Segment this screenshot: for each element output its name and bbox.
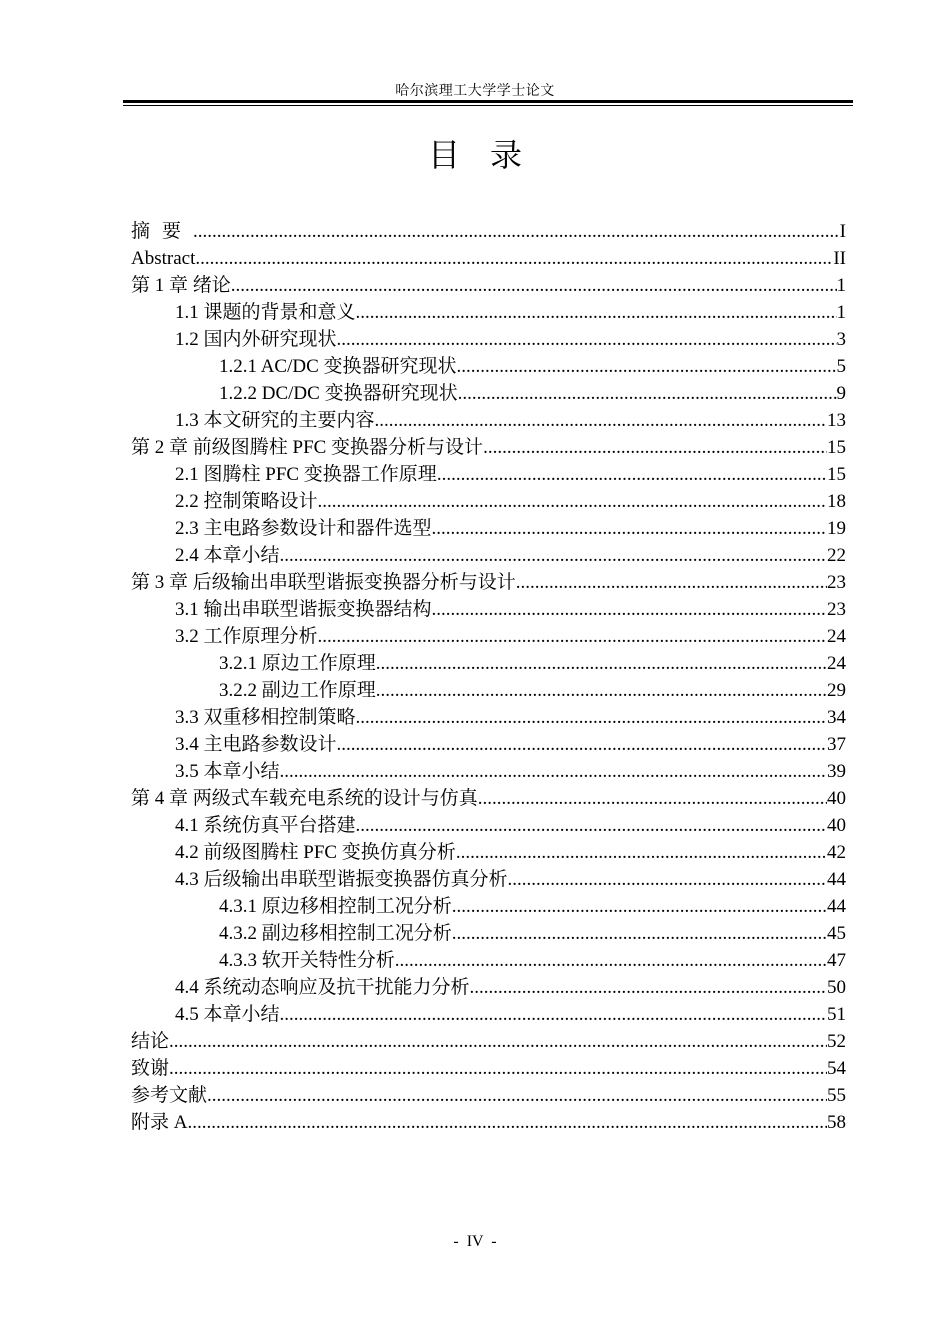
header-rule-thin — [123, 105, 853, 106]
toc-entry-page: 40 — [827, 788, 846, 809]
toc-entry-page: 9 — [836, 383, 846, 404]
toc-dot-leader — [457, 353, 837, 380]
toc-dot-leader — [356, 704, 827, 731]
toc-entry-page: 15 — [827, 437, 846, 458]
toc-entry-page: II — [833, 248, 846, 269]
toc-dot-leader — [508, 866, 827, 893]
toc-entry-page: 1 — [836, 302, 846, 323]
toc-dot-leader — [437, 461, 827, 488]
toc-entry-label: 2.4 本章小结 — [175, 545, 280, 566]
toc-dot-leader — [376, 677, 827, 704]
toc-entry-page: 52 — [827, 1031, 846, 1052]
header-rule-thick — [123, 100, 853, 103]
toc-entry[interactable] — [131, 407, 846, 434]
toc-entry-label: 第 1 章 绪论 — [131, 275, 231, 296]
toc-entry[interactable] — [131, 353, 846, 380]
toc-entry-label: 1.2 国内外研究现状 — [175, 329, 337, 350]
toc-entry-label: Abstract — [131, 248, 196, 269]
toc-entry-label: 2.2 控制策略设计 — [175, 491, 318, 512]
toc-entry-label: 1.3 本文研究的主要内容 — [175, 410, 375, 431]
table-of-contents — [131, 218, 846, 1136]
toc-entry-page: 3 — [836, 329, 846, 350]
toc-entry-label: 第 3 章 后级输出串联型谐振变换器分析与设计 — [131, 572, 516, 593]
toc-entry[interactable] — [131, 596, 846, 623]
toc-entry-page: 40 — [827, 815, 846, 836]
toc-dot-leader — [376, 650, 827, 677]
toc-dot-leader — [318, 488, 827, 515]
toc-dot-leader — [231, 272, 837, 299]
toc-dot-leader — [337, 326, 837, 353]
toc-entry[interactable] — [131, 731, 846, 758]
toc-entry[interactable] — [131, 1055, 846, 1082]
toc-entry-label: 4.3.3 软开关特性分析 — [219, 950, 395, 971]
toc-entry[interactable] — [131, 1082, 846, 1109]
toc-entry-page: 1 — [836, 275, 846, 296]
toc-dot-leader — [187, 1109, 827, 1136]
toc-entry[interactable] — [131, 1109, 846, 1136]
toc-entry-page: 39 — [827, 761, 846, 782]
toc-dot-leader — [356, 812, 827, 839]
toc-entry-page: 22 — [827, 545, 846, 566]
toc-entry-page: 24 — [827, 653, 846, 674]
toc-entry[interactable] — [131, 245, 846, 272]
toc-entry[interactable] — [131, 947, 846, 974]
toc-entry-label: 4.2 前级图腾柱 PFC 变换仿真分析 — [175, 842, 456, 863]
toc-entry-label: 1.2.1 AC/DC 变换器研究现状 — [219, 356, 457, 377]
toc-entry[interactable] — [131, 542, 846, 569]
toc-entry-page: 47 — [827, 950, 846, 971]
toc-entry-page: 37 — [827, 734, 846, 755]
toc-dot-leader — [456, 839, 827, 866]
running-header: 哈尔滨理工大学学士论文 — [395, 84, 555, 99]
toc-entry-label: 3.1 输出串联型谐振变换器结构 — [175, 599, 432, 620]
toc-entry[interactable] — [131, 218, 846, 245]
toc-entry-label: 1.1 课题的背景和意义 — [175, 302, 356, 323]
toc-dot-leader — [280, 758, 827, 785]
toc-entry-label: 1.2.2 DC/DC 变换器研究现状 — [219, 383, 458, 404]
toc-entry-page: 23 — [827, 572, 846, 593]
toc-entry[interactable] — [131, 974, 846, 1001]
toc-dot-leader — [483, 434, 827, 461]
toc-dot-leader — [395, 947, 827, 974]
toc-dot-leader — [516, 569, 827, 596]
toc-entry-page: 42 — [827, 842, 846, 863]
toc-entry[interactable] — [131, 812, 846, 839]
toc-dot-leader — [356, 299, 837, 326]
toc-entry-page: 15 — [827, 464, 846, 485]
toc-entry-label: 4.1 系统仿真平台搭建 — [175, 815, 356, 836]
toc-entry-page: 29 — [827, 680, 846, 701]
toc-entry[interactable] — [131, 380, 846, 407]
toc-dot-leader — [458, 380, 837, 407]
toc-entry-page: 58 — [827, 1112, 846, 1133]
toc-entry[interactable] — [131, 488, 846, 515]
toc-entry-label: 3.2.2 副边工作原理 — [219, 680, 376, 701]
toc-entry-label: 4.3.1 原边移相控制工况分析 — [219, 896, 452, 917]
toc-entry-page: 5 — [836, 356, 846, 377]
toc-entry-page: 54 — [827, 1058, 846, 1079]
toc-entry[interactable] — [131, 1028, 846, 1055]
toc-entry[interactable] — [131, 758, 846, 785]
toc-entry-page: 34 — [827, 707, 846, 728]
toc-entry-page: 44 — [827, 869, 846, 890]
toc-dot-leader — [318, 623, 827, 650]
toc-entry[interactable] — [131, 866, 846, 893]
toc-entry-label: 摘要 — [131, 221, 194, 242]
toc-entry[interactable] — [131, 650, 846, 677]
toc-entry[interactable] — [131, 839, 846, 866]
toc-entry-label: 4.3 后级输出串联型谐振变换器仿真分析 — [175, 869, 508, 890]
toc-dot-leader — [337, 731, 827, 758]
toc-entry-label: 3.5 本章小结 — [175, 761, 280, 782]
toc-entry-label: 第 4 章 两级式车载充电系统的设计与仿真 — [131, 788, 478, 809]
toc-entry[interactable] — [131, 623, 846, 650]
toc-entry[interactable] — [131, 569, 846, 596]
toc-dot-leader — [195, 245, 833, 272]
toc-entry-label: 第 2 章 前级图腾柱 PFC 变换器分析与设计 — [131, 437, 484, 458]
toc-entry-page: 55 — [827, 1085, 846, 1106]
toc-dot-leader — [452, 893, 827, 920]
page-number: - IV - — [453, 1233, 497, 1250]
toc-entry-label: 附录 A — [131, 1112, 188, 1133]
toc-entry[interactable] — [131, 461, 846, 488]
toc-entry[interactable] — [131, 326, 846, 353]
toc-dot-leader — [432, 596, 827, 623]
toc-entry-label: 2.1 图腾柱 PFC 变换器工作原理 — [175, 464, 437, 485]
toc-entry[interactable] — [131, 1001, 846, 1028]
toc-dot-leader — [478, 785, 827, 812]
toc-entry-label: 3.2.1 原边工作原理 — [219, 653, 376, 674]
toc-entry[interactable] — [131, 893, 846, 920]
toc-dot-leader — [375, 407, 827, 434]
toc-entry-page: 13 — [827, 410, 846, 431]
toc-dot-leader — [280, 1001, 827, 1028]
page-title: 目录 — [427, 136, 552, 174]
toc-dot-leader — [452, 920, 827, 947]
toc-entry[interactable] — [131, 677, 846, 704]
toc-entry-page: 18 — [827, 491, 846, 512]
toc-dot-leader — [432, 515, 827, 542]
toc-dot-leader — [169, 1055, 827, 1082]
toc-dot-leader — [169, 1028, 827, 1055]
toc-entry-label: 4.4 系统动态响应及抗干扰能力分析 — [175, 977, 470, 998]
toc-entry-page: 19 — [827, 518, 846, 539]
toc-entry-page: 51 — [827, 1004, 846, 1025]
toc-entry-label: 参考文献 — [131, 1085, 208, 1106]
toc-entry-label: 3.4 主电路参数设计 — [175, 734, 337, 755]
toc-entry[interactable] — [131, 920, 846, 947]
toc-entry-label: 致谢 — [131, 1058, 170, 1079]
toc-entry-label: 结论 — [131, 1031, 170, 1052]
toc-entry-page: 44 — [827, 896, 846, 917]
toc-entry[interactable] — [131, 704, 846, 731]
toc-entry[interactable] — [131, 434, 846, 461]
toc-dot-leader — [470, 974, 827, 1001]
toc-entry[interactable] — [131, 272, 846, 299]
toc-entry-page: 50 — [827, 977, 846, 998]
toc-dot-leader — [207, 1082, 827, 1109]
toc-entry-label: 2.3 主电路参数设计和器件选型 — [175, 518, 432, 539]
toc-entry[interactable] — [131, 785, 846, 812]
toc-entry-label: 3.3 双重移相控制策略 — [175, 707, 356, 728]
toc-entry-label: 4.3.2 副边移相控制工况分析 — [219, 923, 452, 944]
toc-entry-page: 24 — [827, 626, 846, 647]
toc-entry[interactable] — [131, 299, 846, 326]
toc-entry[interactable] — [131, 515, 846, 542]
toc-entry-label: 4.5 本章小结 — [175, 1004, 280, 1025]
toc-entry-page: 23 — [827, 599, 846, 620]
toc-entry-page: 45 — [827, 923, 846, 944]
toc-dot-leader — [280, 542, 827, 569]
toc-entry-page: I — [839, 221, 846, 242]
toc-dot-leader — [193, 218, 840, 245]
toc-entry-label: 3.2 工作原理分析 — [175, 626, 318, 647]
